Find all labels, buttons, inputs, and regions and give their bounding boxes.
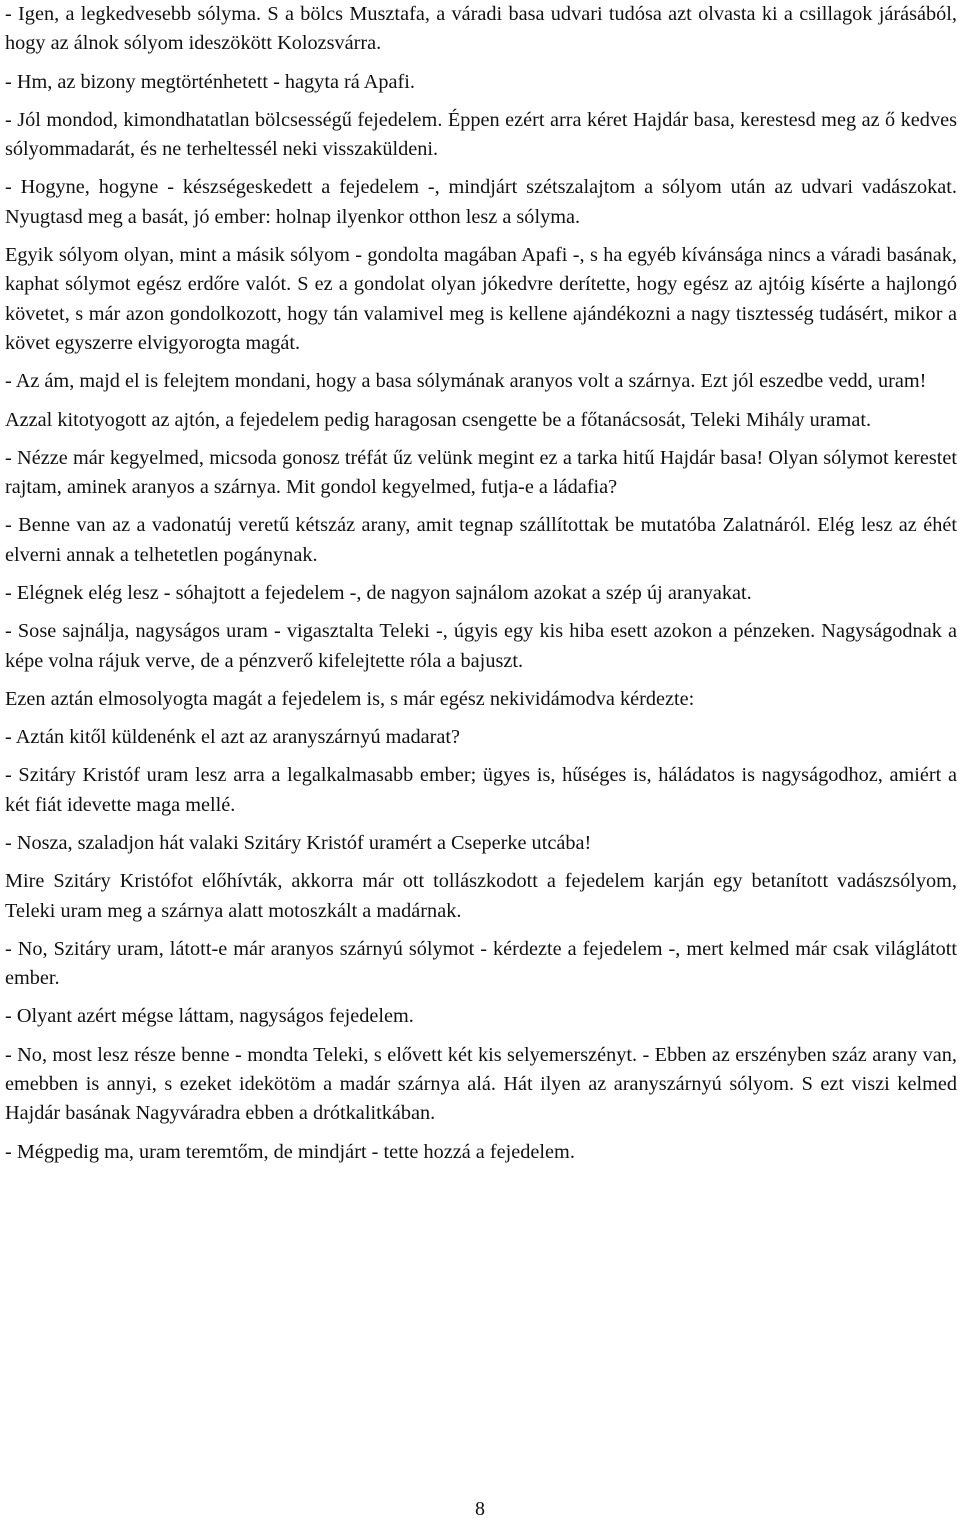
paragraph: Egyik sólyom olyan, mint a másik sólyom - gondolta magában Apafi -, s ha egyéb kívánsága nincs a váradi basának, kaphat sólymot egész erdőre valót. S ez a gondolat olyan jókedvre derítette, hogy egész az ajtóig kísérte a hajlongó követet, s már azon gondolkozott, hogy tán valamivel meg is kellene ajándékozni a nagy tisztesség tudásért, mikor a követ egyszerre elvigyorogta magát. <box>5 244 957 355</box>
paragraph: - Hm, az bizony megtörténhetett - hagyta rá Apafi. <box>5 70 415 93</box>
page-number: 8 <box>475 1498 485 1520</box>
paragraph: - Hogyne, hogyne - készségeskedett a fejedelem -, mindjárt szétszalajtom a sólyom után az udvari vadászokat. Nyugtasd meg a basát, jó ember: holnap ilyenkor otthon lesz a sólyma. <box>5 176 957 228</box>
paragraph: - Az ám, majd el is felejtem mondani, hogy a basa sólymának aranyos volt a szárnya. Ezt jól eszedbe vedd, uram! <box>5 370 927 393</box>
text-body <box>5 0 957 1176</box>
paragraph: - Igen, a legkedvesebb sólyma. S a bölcs Musztafa, a váradi basa udvari tudósa azt olvasta ki a csillagok járásából, hogy az álnok sólyom ideszökött Kolozsvárra. <box>5 3 957 55</box>
paragraph: - Jól mondod, kimondhatatlan bölcsességű fejedelem. Éppen ezért arra kéret Hajdár basa, kerestesd meg az ő kedves sólyommadarát, és ne terheltessél neki visszaküldeni. <box>5 108 957 161</box>
paragraph: - Aztán kitől küldenénk el azt az aranyszárnyú madarat? <box>5 726 460 749</box>
paragraph: - Benne van az a vadonatúj veretű kétszáz arany, amit tegnap szállítottak be mutatóba Zalatnáról. Elég lesz az éhét elverni annak a telhetetlen pogánynak. <box>5 514 957 566</box>
paragraph: - Olyant azért mégse láttam, nagyságos fejedelem. <box>5 1005 414 1028</box>
paragraph: - No, Szitáry uram, látott-e már aranyos szárnyú sólymot - kérdezte a fejedelem -, mert kelmed már csak világlátott ember. <box>5 937 957 990</box>
paragraph: Ezen aztán elmosolyogta magát a fejedelem is, s már egész nekividámodva kérdezte: <box>5 687 695 710</box>
paragraph: Azzal kitotyogott az ajtón, a fejedelem pedig haragosan csengette be a főtanácsosát, Teleki Mihály uramat. <box>5 408 872 431</box>
paragraph: - Nosza, szaladjon hát valaki Szitáry Kristóf uramért a Cseperke utcába! <box>5 831 592 854</box>
paragraph: - Sose sajnálja, nagyságos uram - vigasztalta Teleki -, úgyis egy kis hiba esett azokon a pénzeken. Nagyságodnak a képe volna rájuk verve, de a pénzverő kifelejtette róla a bajuszt. <box>5 620 957 672</box>
paragraph: - Mégpedig ma, uram teremtőm, de mindjárt - tette hozzá a fejedelem. <box>5 1140 575 1163</box>
paragraph: Mire Szitáry Kristófot előhívták, akkorra már ott tollászkodott a fejedelem karján egy betanított vadászsólyom, Teleki uram meg a szárnya alatt motoszkált a madárnak. <box>5 870 957 922</box>
paragraph: - Nézze már kegyelmed, micsoda gonosz tréfát űz velünk megint ez a tarka hitű Hajdár basa! Olyan sólymot kerestet rajtam, aminek aranyos a szárnya. Mit gondol kegyelmed, futja-e a ládafia? <box>5 446 957 499</box>
paragraph: - Szitáry Kristóf uram lesz arra a legalkalmasabb ember; ügyes is, hűséges is, háládatos is nagyságodhoz, amiért a két fiát idevette maga mellé. <box>5 764 957 816</box>
paragraph: - Elégnek elég lesz - sóhajtott a fejedelem -, de nagyon sajnálom azokat a szép új aranyakat. <box>5 582 752 605</box>
paragraph: - No, most lesz része benne - mondta Teleki, s elővett két kis selyemerszényt. - Ebben az erszényben száz arany van, emebben is annyi, s ezeket idekötöm a madár szárnya alá. Hát ilyen az aranyszárnyú sólyom. S ezt viszi kelmed Hajdár basának Nagyváradra ebben a drótkalitkában. <box>5 1043 957 1125</box>
